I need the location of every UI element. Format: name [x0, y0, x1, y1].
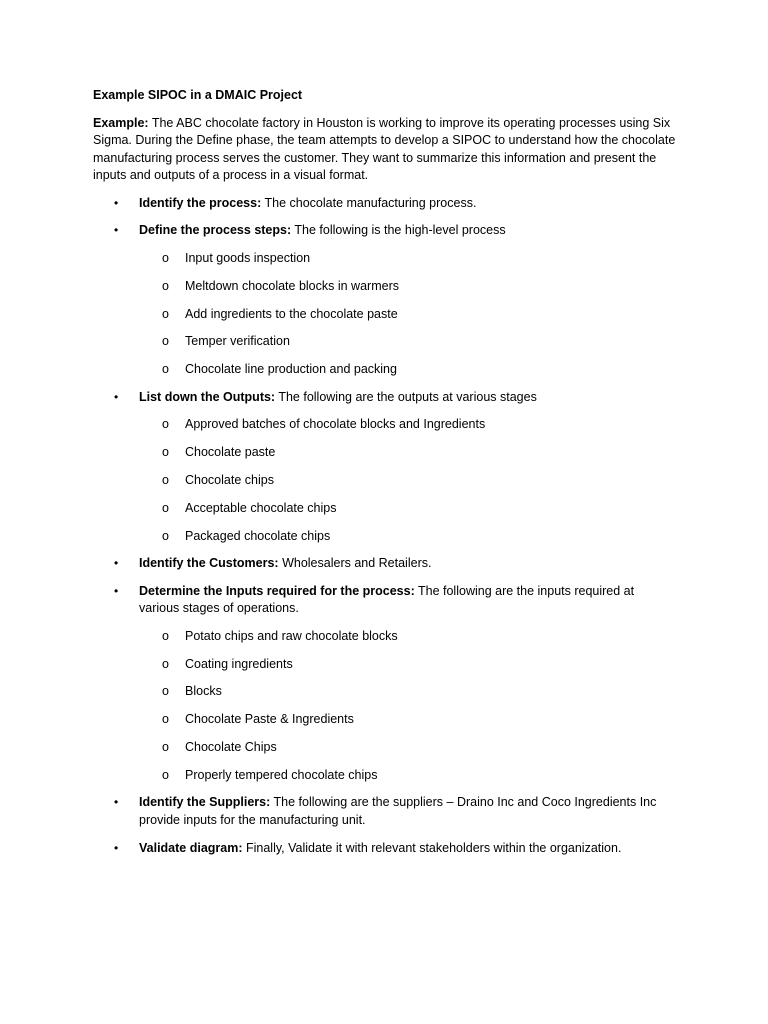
sub-bullet-icon: o — [162, 362, 169, 377]
sub-bullet-icon: o — [162, 740, 169, 754]
bullet-label: Determine the Inputs required for the process: — [139, 583, 415, 598]
bullet-text: The following are the inputs required at various stages of operations. — [139, 583, 635, 616]
intro-text: The ABC chocolate factory in Houston is working to improve its operating processes using Six Sigma. During the Define phase, the team attempts to develop a SIPOC to understand how the chocolate manufacturing process serves the customer. They want to summarize this information and present the inputs and outputs of a process in a visual format. — [93, 115, 676, 183]
sub-item-text: Chocolate line production and packing — [185, 362, 397, 377]
sub-bullet-icon: o — [162, 251, 169, 266]
sub-list-item — [139, 306, 676, 324]
sub-bullet-icon: o — [162, 445, 169, 460]
sub-list-item — [139, 656, 676, 674]
sub-bullet-icon: o — [162, 528, 169, 543]
sub-list-item — [139, 528, 676, 546]
list-item — [93, 195, 676, 213]
bullet-icon: • — [114, 583, 119, 598]
bullet-label: Identify the Suppliers: — [139, 795, 271, 810]
sub-bullet-icon: o — [162, 306, 169, 321]
sub-list-item — [139, 250, 676, 268]
intro-label: Example: — [93, 115, 149, 130]
sub-item-text: Temper verification — [185, 334, 290, 349]
bullet-text: The chocolate manufacturing process. — [261, 195, 477, 210]
sub-bullet-icon: o — [162, 278, 169, 293]
list-item — [93, 389, 676, 545]
intro-paragraph — [93, 115, 676, 185]
sub-item-text: Input goods inspection — [185, 251, 311, 266]
list-item — [93, 583, 676, 785]
sub-item-text: Chocolate paste — [185, 445, 276, 460]
bullet-icon: • — [114, 223, 119, 238]
bullet-icon: • — [114, 840, 119, 855]
sub-list-item — [139, 333, 676, 351]
sub-item-text: Blocks — [185, 684, 222, 699]
sub-item-text: Potato chips and raw chocolate blocks — [185, 628, 398, 643]
sub-list-item — [139, 444, 676, 462]
sub-bullet-icon: o — [162, 656, 169, 671]
bullet-label: Define the process steps: — [139, 223, 292, 238]
sub-list — [139, 250, 676, 379]
sub-list — [139, 416, 676, 545]
list-item — [93, 794, 676, 829]
sub-bullet-icon: o — [162, 472, 169, 487]
sub-item-text: Meltdown chocolate blocks in warmers — [185, 278, 399, 293]
bullet-icon: • — [114, 795, 119, 810]
sub-list-item — [139, 416, 676, 434]
sub-bullet-icon: o — [162, 334, 169, 349]
bullet-icon: • — [114, 556, 119, 571]
sub-item-text: Packaged chocolate chips — [185, 528, 331, 543]
sub-bullet-icon: o — [162, 712, 169, 727]
sub-bullet-icon: o — [162, 767, 169, 782]
sub-item-text: Chocolate Paste & Ingredients — [185, 712, 354, 727]
sub-item-text: Chocolate Chips — [185, 740, 277, 754]
sub-bullet-icon: o — [162, 417, 169, 432]
sub-list-item — [139, 361, 676, 379]
sub-list-item — [139, 683, 676, 701]
sub-item-text: Chocolate chips — [185, 472, 274, 487]
sub-list-item — [139, 628, 676, 646]
document-title: Example SIPOC in a DMAIC Project — [93, 88, 303, 102]
sub-bullet-icon: o — [162, 684, 169, 699]
sub-item-text: Acceptable chocolate chips — [185, 500, 337, 515]
list-item — [93, 840, 676, 858]
bullet-label: Identify the process: — [139, 195, 262, 210]
bullet-text: The following are the suppliers – Draino Inc and Coco Ingredients Inc provide inputs for the manufacturing unit. — [139, 795, 657, 827]
sub-item-text: Properly tempered chocolate chips — [185, 767, 378, 782]
sipoc-steps-list — [93, 195, 676, 857]
sub-list-item — [139, 472, 676, 490]
sub-list-item — [139, 767, 676, 785]
sub-item-text: Approved batches of chocolate blocks and Ingredients — [185, 417, 486, 432]
sub-list-item — [139, 711, 676, 729]
sub-item-text: Add ingredients to the chocolate paste — [185, 306, 398, 321]
sub-list — [139, 628, 676, 785]
bullet-text: Wholesalers and Retailers. — [278, 556, 432, 571]
sub-bullet-icon: o — [162, 500, 169, 515]
bullet-text: The following are the outputs at various stages — [275, 389, 537, 404]
bullet-icon: • — [114, 389, 119, 404]
sub-item-text: Coating ingredients — [185, 656, 293, 671]
sub-list-item — [139, 278, 676, 296]
bullet-label: List down the Outputs: — [139, 389, 276, 404]
sub-list-item — [139, 500, 676, 518]
list-item — [93, 555, 676, 573]
bullet-icon: • — [114, 195, 119, 210]
bullet-label: Validate diagram: — [139, 840, 243, 855]
bullet-text: Finally, Validate it with relevant stakeholders within the organization. — [242, 840, 622, 855]
sub-bullet-icon: o — [162, 628, 169, 643]
list-item — [93, 222, 676, 378]
sub-list-item — [139, 739, 676, 757]
bullet-text: The following is the high-level process — [291, 223, 506, 238]
bullet-label: Identify the Customers: — [139, 556, 279, 571]
